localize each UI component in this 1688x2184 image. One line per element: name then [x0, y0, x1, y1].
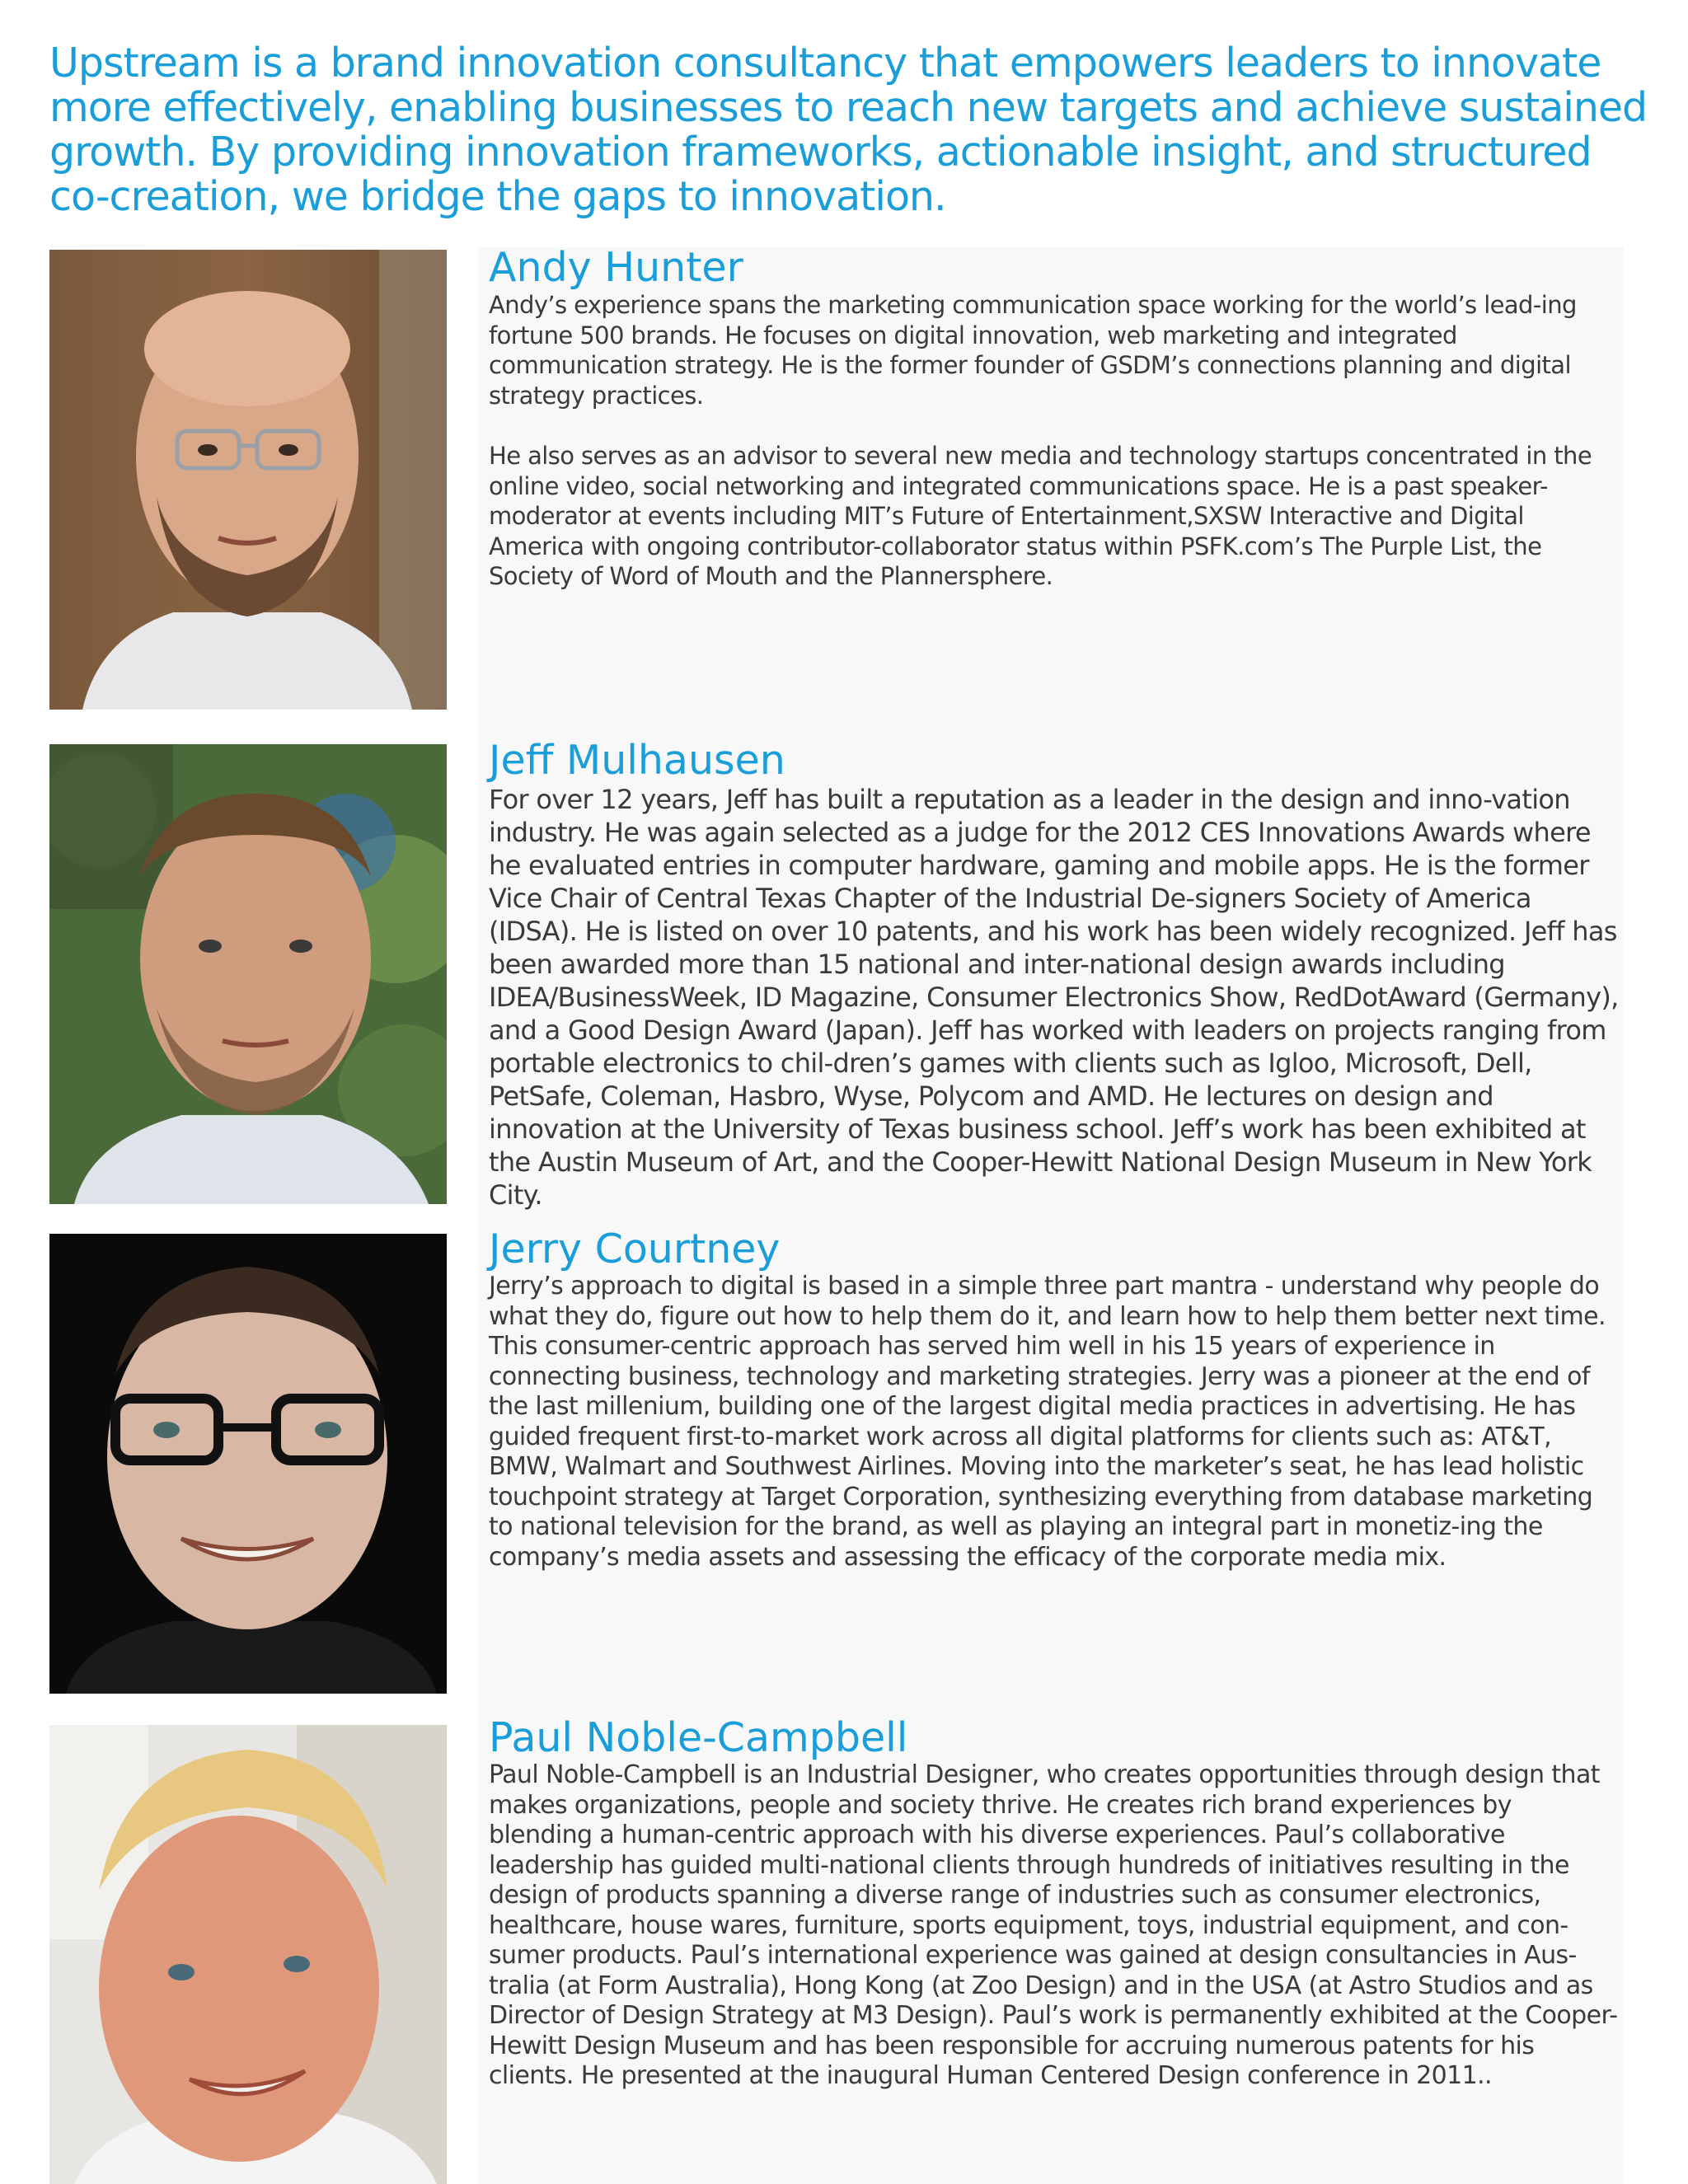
andy-hunter-photo: [49, 250, 447, 710]
person-name: Paul Noble-Campbell: [489, 1714, 908, 1761]
intro-statement: Upstream is a brand innovation consultancy that empowers leaders to innovate more effectively, enabling businesses to reach new targets and achieve sustained growth. By providing innovation frameworks, actionable insight, and structured co-creation, we bridge the gaps to innovation.: [49, 40, 1648, 220]
jeff-mulhausen-bio: [489, 738, 1622, 1212]
bio-paragraph: Paul Noble-Campbell is an Industrial Designer, who creates opportunities through design that makes organizations, people and society thrive. He creates rich brand experiences by blending a human-centric approach with his diverse experiences. Paul’s collaborative leadership has guided multi-national clients through hundreds of initiatives resulting in the design of products spanning a diverse range of industries such as consumer electronics, healthcare, house wares, furniture, sports equipment, toys, industrial equipment, and con-sumer products. Paul’s international experience was gained at design consultancies in Aus-tralia (at Form Australia), Hong Kong (at Zoo Design) and in the USA (at Astro Studios and as Director of Design Strategy at M3 Design). Paul’s work is permanently exhibited at the Cooper-Hewitt Design Museum and has been responsible for accruing numerous patents for his clients. He presented at the inaugural Human Centered Design conference in 2011..: [489, 1760, 1618, 2090]
paul-noble-campbell-bio: [489, 1716, 1622, 2092]
jerry-courtney-photo: [49, 1234, 447, 1694]
bio-paragraph: Andy’s experience spans the marketing communication space working for the world’s lead-ing fortune 500 brands. He focuses on digital innovation, web marketing and integrated communication strategy. He is the former founder of GSDM’s connections planning and digital strategy practices.: [489, 291, 1577, 410]
bio-paragraph: For over 12 years, Jeff has built a reputation as a leader in the design and inno-vation industry. He was again selected as a judge for the 2012 CES Innovations Awards where he evaluated entries in computer hardware, gaming and mobile apps. He is the former Vice Chair of Central Texas Chapter of the Industrial De-signers Society of America (IDSA). He is listed on over 10 patents, and his work has been widely recognized. Jeff has been awarded more than 15 national and inter-national design awards including IDEA/BusinessWeek, ID Magazine, Consumer Electronics Show, RedDotAward (Germany), and a Good Design Award (Japan). Jeff has worked with leaders on projects ranging from portable electronics to chil-dren’s games with clients such as Igloo, Microsoft, Dell, PetSafe, Coleman, Hasbro, Wyse, Polycom and AMD. He lectures on design and innovation at the University of Texas business school. Jeff’s work has been exhibited at the Austin Museum of Art, and the Cooper-Hewitt National Design Museum in New York City.: [489, 784, 1619, 1211]
bio-paragraph: Jerry’s approach to digital is based in a simple three part mantra - understand why people do what they do, figure out how to help them do it, and learn how to help them better next time. This consumer-centric approach has served him well in his 15 years of experience in connecting business, technology and marketing strategies. Jerry was a pioneer at the end of the last millenium, building one of the largest digital media practices in advertising. He has guided frequent first-to-market work across all digital platforms for clients such as: AT&T, BMW, Walmart and Southwest Airlines. Moving into the marketer’s seat, he has lead holistic touchpoint strategy at Target Corporation, synthesizing everything from database marketing to national television for the brand, as well as playing an integral part in monetiz-ing the company’s media assets and assessing the efficacy of the corporate media mix.: [489, 1272, 1606, 1572]
bio-paragraph: He also serves as an advisor to several new media and technology startups concentrated in the online video, social networking and integrated communications space. He is a past speaker-moderator at events including MIT’s Future of Entertainment,SXSW Interactive and Digital America with ongoing contributor-collaborator status within PSFK.com’s The Purple List, the Society of Word of Mouth and the Plannersphere.: [489, 442, 1592, 590]
person-name: Andy Hunter: [489, 244, 743, 291]
person-name: Jerry Courtney: [489, 1226, 781, 1272]
jerry-courtney-bio: [489, 1227, 1622, 1572]
jeff-mulhausen-photo: [49, 744, 447, 1204]
andy-hunter-bio: [489, 246, 1622, 592]
person-name: Jeff Mulhausen: [489, 737, 785, 784]
paul-noble-campbell-photo: [49, 1725, 447, 2184]
